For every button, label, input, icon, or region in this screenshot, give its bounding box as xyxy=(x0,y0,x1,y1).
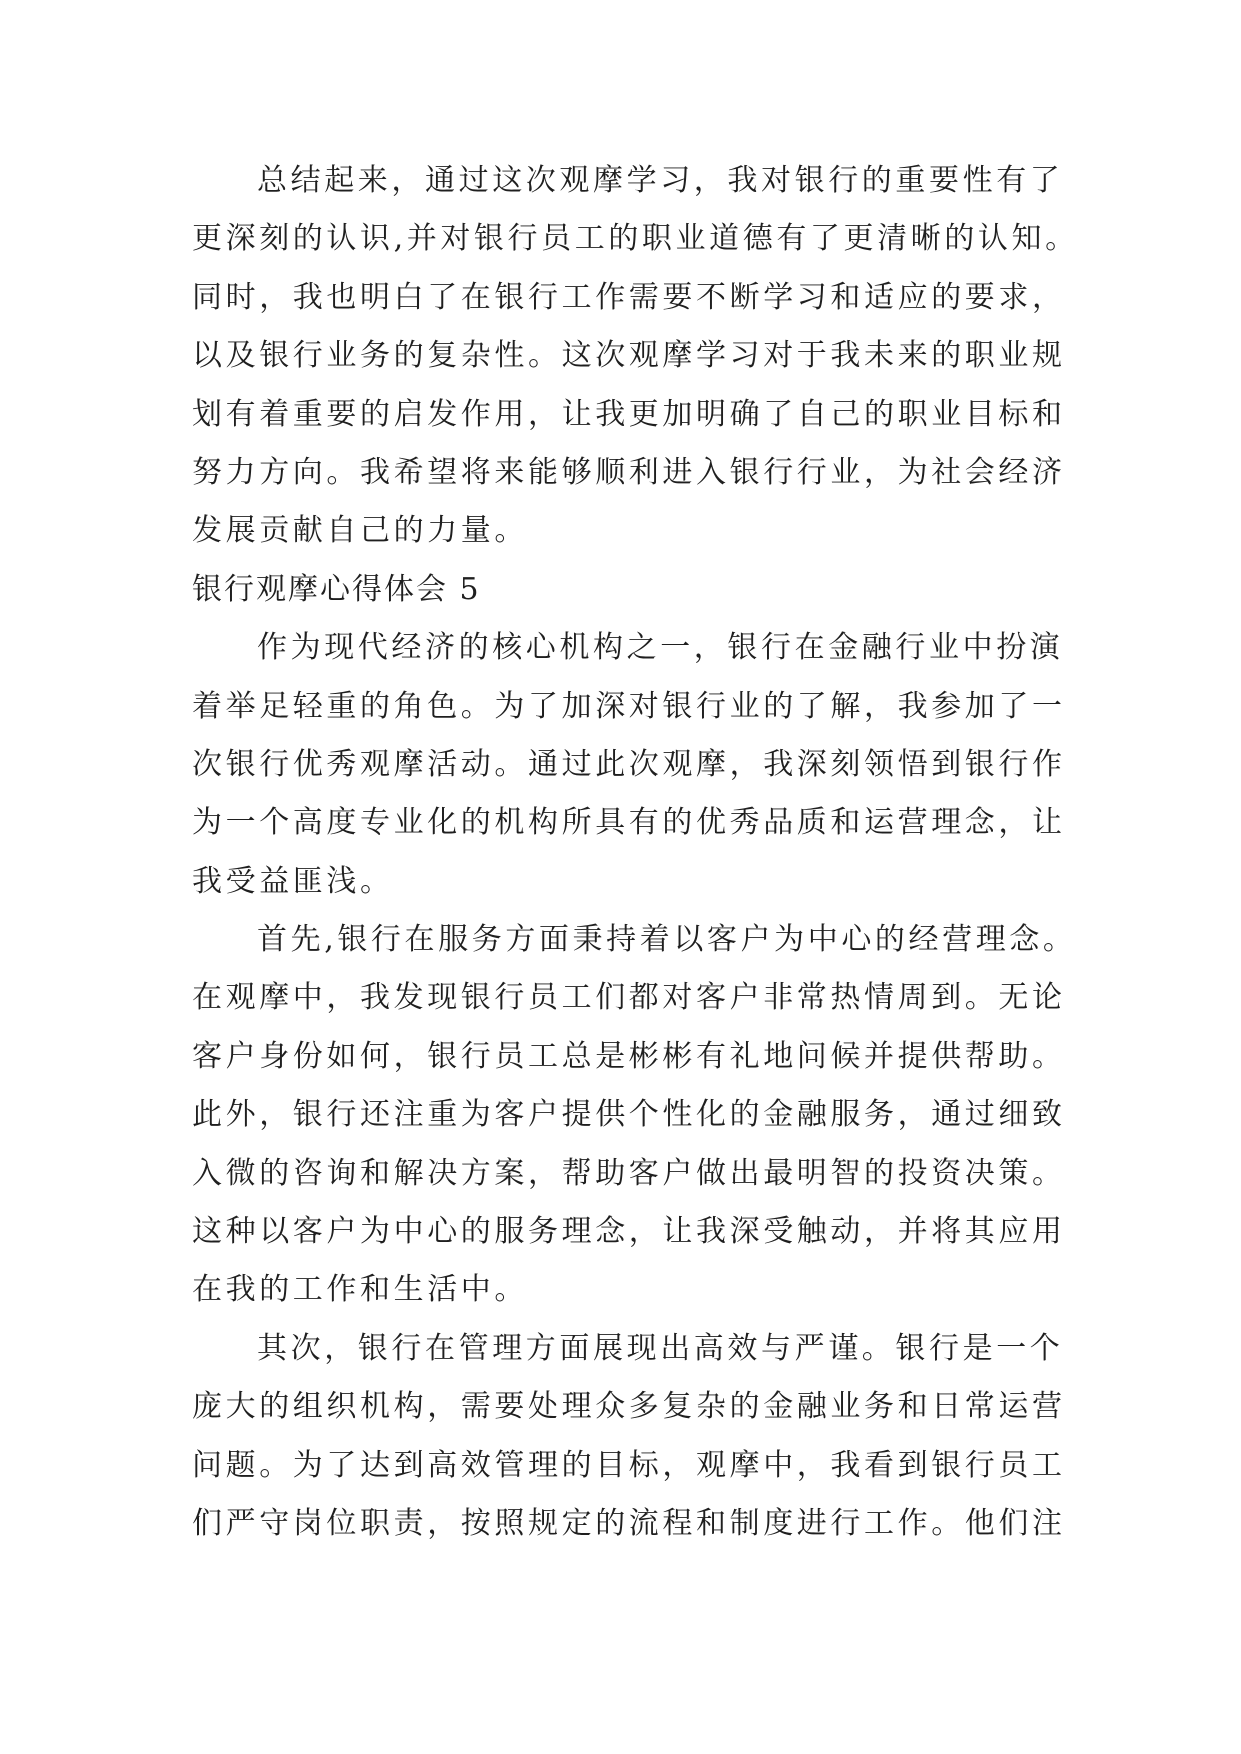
text-line: 同时，我也明白了在银行工作需要不断学习和适应的要求， xyxy=(192,279,1066,315)
text-line: 次银行优秀观摩活动。通过此次观摩，我深刻领悟到银行作 xyxy=(192,746,1066,782)
text-line: 其次，银行在管理方面展现出高效与严谨。银行是一个 xyxy=(257,1330,1064,1366)
text-line: 们严守岗位职责，按照规定的流程和制度进行工作。他们注 xyxy=(192,1505,1066,1541)
text-line: 作为现代经济的核心机构之一，银行在金融行业中扮演 xyxy=(257,630,1064,666)
text-line: 这种以客户为中心的服务理念，让我深受触动，并将其应用 xyxy=(192,1214,1066,1250)
text-line: 划有着重要的启发作用，让我更加明确了自己的职业目标和 xyxy=(192,396,1066,432)
section-heading: 银行观摩心得体会 5 xyxy=(192,571,481,607)
text-line: 努力方向。我希望将来能够顺利进入银行行业，为社会经济 xyxy=(192,454,1066,490)
text-line: 我受益匪浅。 xyxy=(192,863,394,899)
text-line: 庞大的组织机构，需要处理众多复杂的金融业务和日常运营 xyxy=(192,1389,1066,1425)
text-line: 发展贡献自己的力量。 xyxy=(192,513,528,549)
text-line: 入微的咨询和解决方案，帮助客户做出最明智的投资决策。 xyxy=(192,1155,1066,1191)
text-line: 此外，银行还注重为客户提供个性化的金融服务，通过细致 xyxy=(192,1097,1066,1133)
text-line: 以及银行业务的复杂性。这次观摩学习对于我未来的职业规 xyxy=(192,338,1066,374)
text-line: 问题。为了达到高效管理的目标，观摩中，我看到银行员工 xyxy=(192,1447,1066,1483)
text-line: 在观摩中，我发现银行员工们都对客户非常热情周到。无论 xyxy=(192,980,1066,1016)
text-line: 首先,银行在服务方面秉持着以客户为中心的经营理念。 xyxy=(257,922,1077,958)
text-line: 更深刻的认识,并对银行员工的职业道德有了更清晰的认知。 xyxy=(192,221,1079,257)
text-line: 总结起来，通过这次观摩学习，我对银行的重要性有了 xyxy=(257,163,1064,198)
text-line: 客户身份如何，银行员工总是彬彬有礼地问候并提供帮助。 xyxy=(192,1038,1066,1074)
text-line: 在我的工作和生活中。 xyxy=(192,1272,528,1308)
text-line: 为一个高度专业化的机构所具有的优秀品质和运营理念，让 xyxy=(192,805,1066,841)
document-body xyxy=(192,152,1079,1553)
text-line: 着举足轻重的角色。为了加深对银行业的了解，我参加了一 xyxy=(192,688,1066,724)
